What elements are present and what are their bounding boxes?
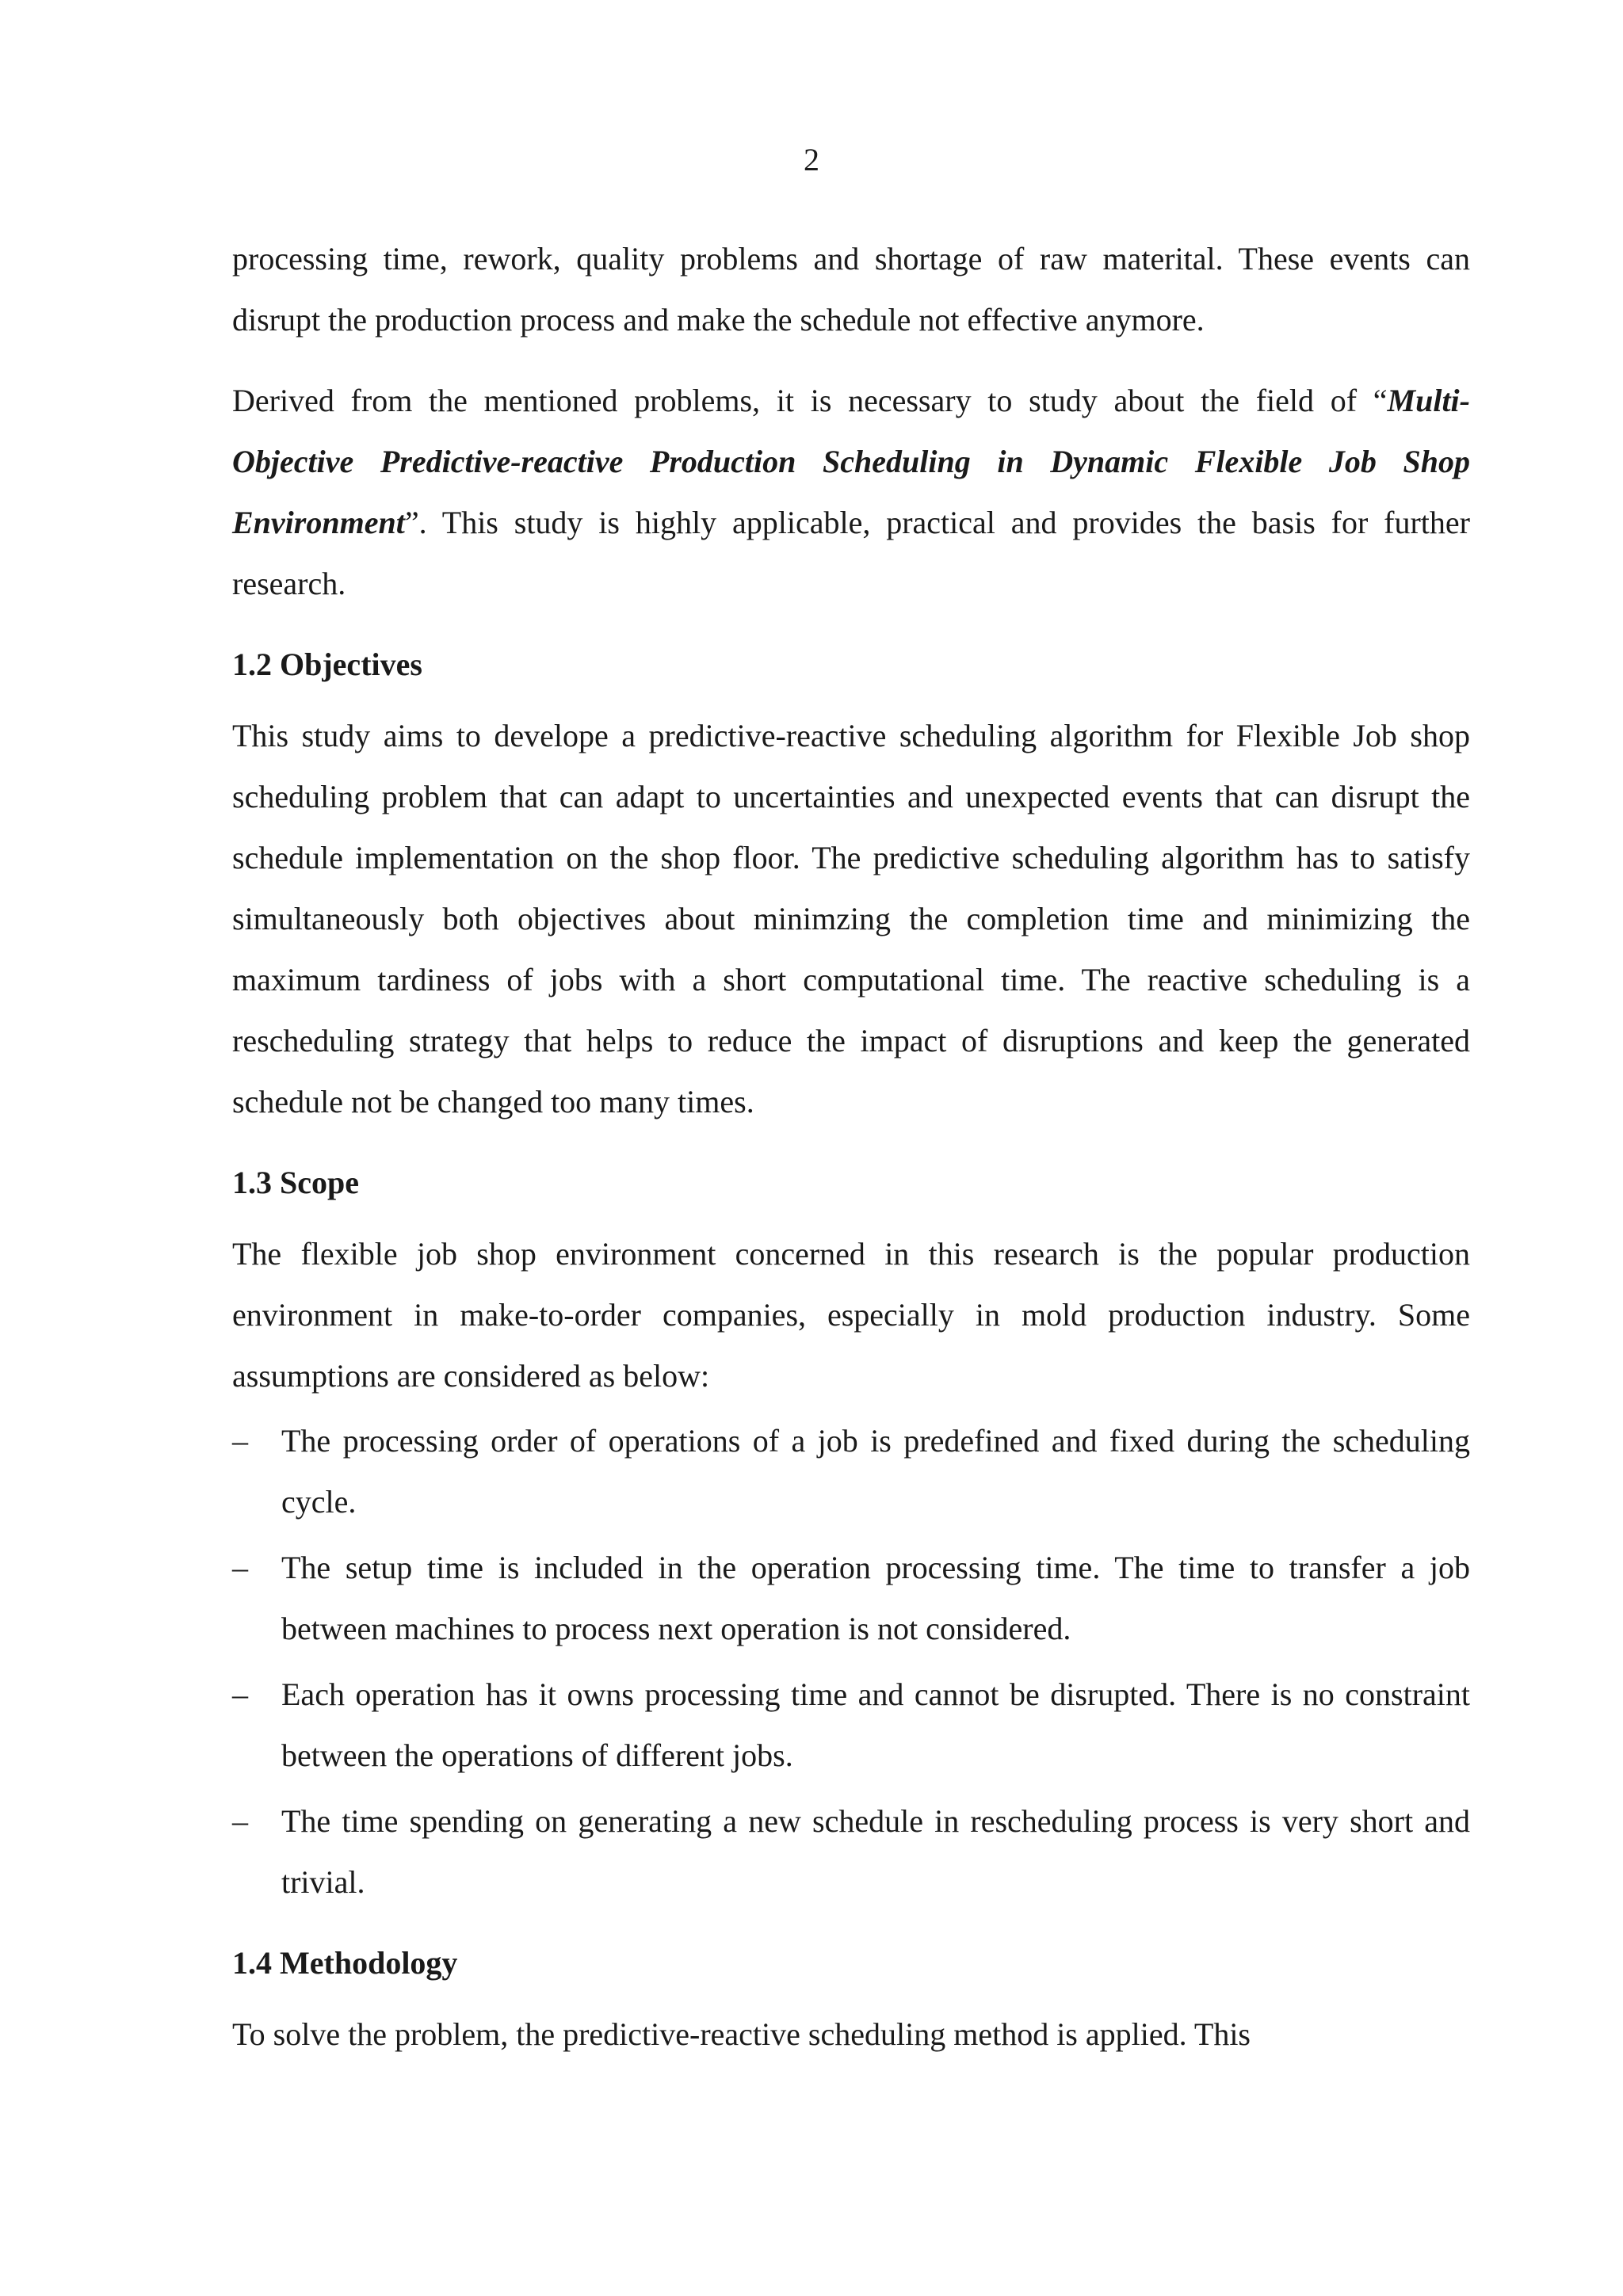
section-heading-objectives: 1.2 Objectives	[232, 646, 422, 682]
list-item-text: The time spending on generating a new schedule in rescheduling process is very short and trivial.	[281, 1803, 1470, 1900]
list-item-text: The processing order of operations of a job is predefined and fixed during the scheduling cycle.	[281, 1423, 1470, 1520]
thesis-title-emphasis: Multi-Objective Predictive-reactive Production Scheduling in Dynamic Flexible Job Shop Environment	[232, 383, 1470, 540]
paragraph-study-field-tail: ”. This study is highly applicable, practical and provides the basis for further research.	[232, 505, 1470, 601]
list-item-text: Each operation has it owns processing time and cannot be disrupted. There is no constraint between the operations of different jobs.	[281, 1676, 1470, 1773]
page-body	[232, 228, 1470, 2084]
assumptions-list	[232, 1410, 1470, 1913]
paragraph-intro-continuation: processing time, rework, quality problems and shortage of raw materital. These events can disrupt the production process and make the schedule not effective anymore.	[232, 241, 1470, 338]
dash-bullet-icon: –	[232, 1423, 248, 1459]
list-item	[232, 1537, 1470, 1659]
section-heading-scope: 1.3 Scope	[232, 1165, 359, 1200]
list-item-text: The setup time is included in the operation processing time. The time to transfer a job between machines to process next operation is not considered.	[281, 1550, 1470, 1646]
paragraph-study-field-lead: Derived from the mentioned problems, it is necessary to study about the field of “	[232, 383, 1388, 418]
list-item	[232, 1410, 1470, 1532]
dash-bullet-icon: –	[232, 1550, 248, 1585]
list-item	[232, 1664, 1470, 1786]
paragraph-methodology: To solve the problem, the predictive-reactive scheduling method is applied. This	[232, 2016, 1251, 2052]
section-heading-methodology: 1.4 Methodology	[232, 1945, 458, 1981]
paragraph-scope: The flexible job shop environment concerned in this research is the popular production environment in make-to-order companies, especially in mold production industry. Some assumptions are considered as below:	[232, 1236, 1470, 1394]
paragraph-study-field	[232, 370, 1470, 614]
list-item	[232, 1791, 1470, 1913]
page-number: 2	[804, 142, 819, 177]
paragraph-objectives: This study aims to develope a predictive-reactive scheduling algorithm for Flexible Job shop scheduling problem that can adapt to uncertainties and unexpected events that can disrupt the schedule implementation on the shop floor. The predictive scheduling algorithm has to satisfy simultaneously both objectives about minimzing the completion time and minimizing the maximum tardiness of jobs with a short computational time. The reactive scheduling is a rescheduling strategy that helps to reduce the impact of disruptions and keep the generated schedule not be changed too many times.	[232, 718, 1470, 1119]
dash-bullet-icon: –	[232, 1803, 248, 1839]
dash-bullet-icon: –	[232, 1676, 248, 1712]
